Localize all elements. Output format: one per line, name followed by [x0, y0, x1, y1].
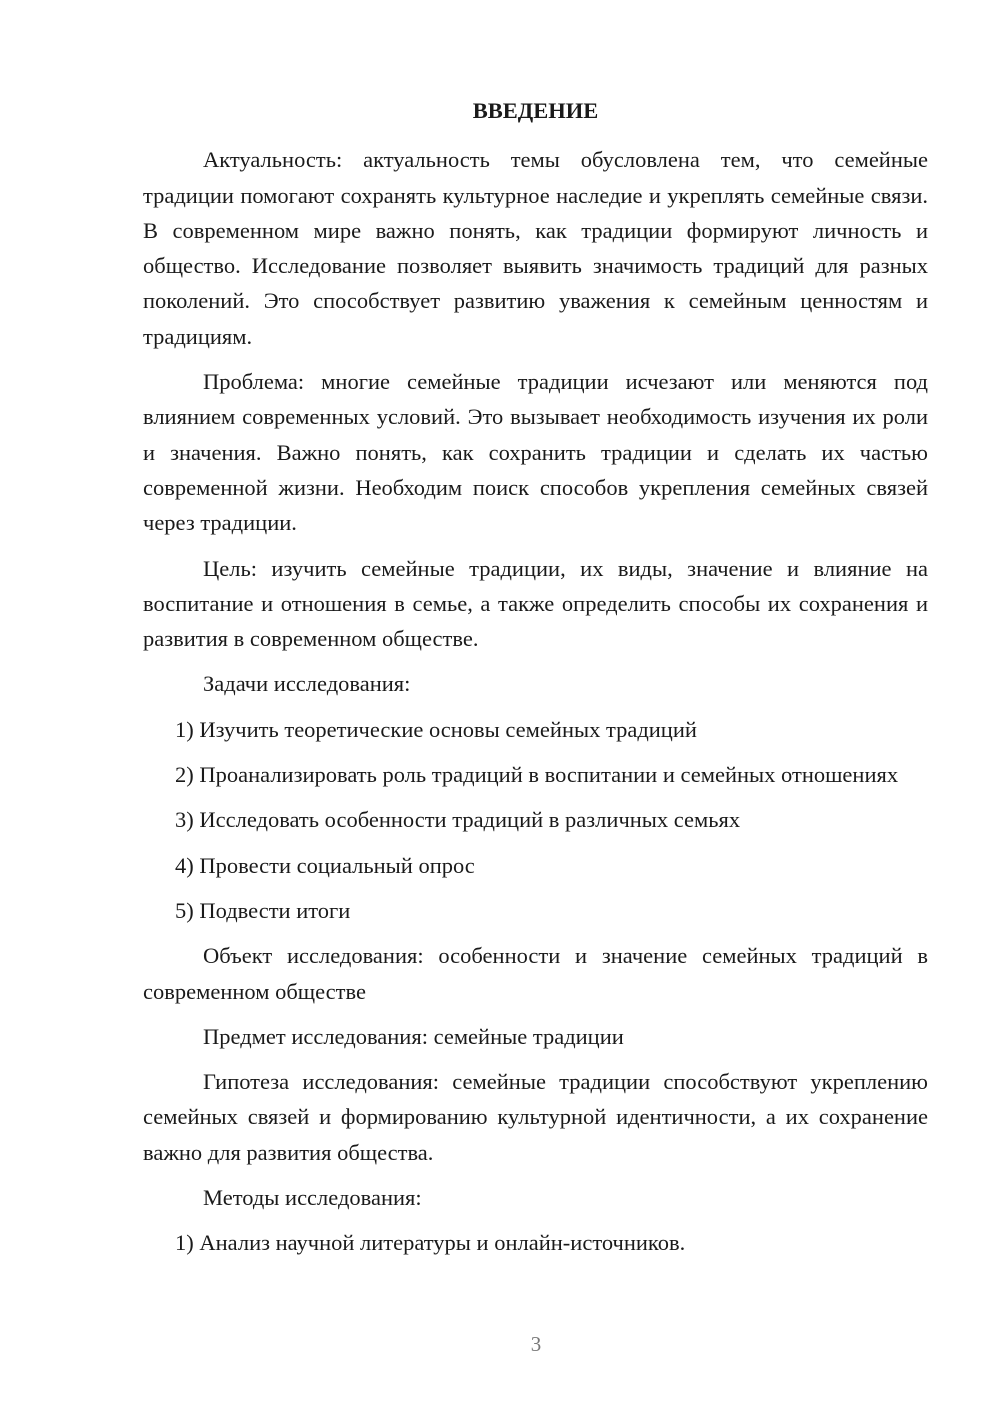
task-item: 4) Провести социальный опрос [175, 852, 475, 878]
page-number: 3 [530, 1332, 542, 1356]
task-item: 3) Исследовать особенности традиций в различных семьях [175, 807, 741, 833]
paragraph-goal: Цель: изучить семейные традиции, их виды, значение и влияние на воспитание и отношения в семье, а также определить способы их сохранения и развития в современном обществе. [143, 555, 928, 652]
paragraph-problem: Проблема: многие семейные традиции исчезают или меняются под влиянием современных условий. Это вызывает необходимость изучения их роли и значения. Важно понять, как сохранить традиции и сделать их частью современной жизни. Необходим поиск способов укрепления семейных связей через традиции. [143, 369, 928, 536]
paragraph-relevance: Актуальность: актуальность темы обусловлена тем, что семейные традиции помогают сохранять культурное наследие и укреплять семейные связи. В современном мире важно понять, как традиции формируют личность и общество. Исследование позволяет выявить значимость традиций для разных поколений. Это способствует развитию уважения к семейным ценностям и традициям. [143, 147, 928, 349]
methods-heading: Методы исследования: [203, 1185, 422, 1211]
task-item: 2) Проанализировать роль традиций в воспитании и семейных отношениях [175, 762, 899, 788]
task-item: 5) Подвести итоги [175, 897, 351, 923]
tasks-heading: Задачи исследования: [203, 671, 411, 697]
paragraph-subject: Предмет исследования: семейные традиции [203, 1023, 624, 1049]
paragraph-object: Объект исследования: особенности и значение семейных традиций в современном обществе [143, 943, 928, 1004]
method-item: 1) Анализ научной литературы и онлайн-источников. [175, 1230, 686, 1256]
section-title: ВВЕДЕНИЕ [472, 98, 599, 123]
task-item: 1) Изучить теоретические основы семейных традиций [175, 716, 697, 742]
document-page [143, 93, 928, 1271]
paragraph-hypothesis: Гипотеза исследования: семейные традиции способствуют укреплению семейных связей и формированию культурной идентичности, а их сохранение важно для развития общества. [143, 1069, 928, 1165]
